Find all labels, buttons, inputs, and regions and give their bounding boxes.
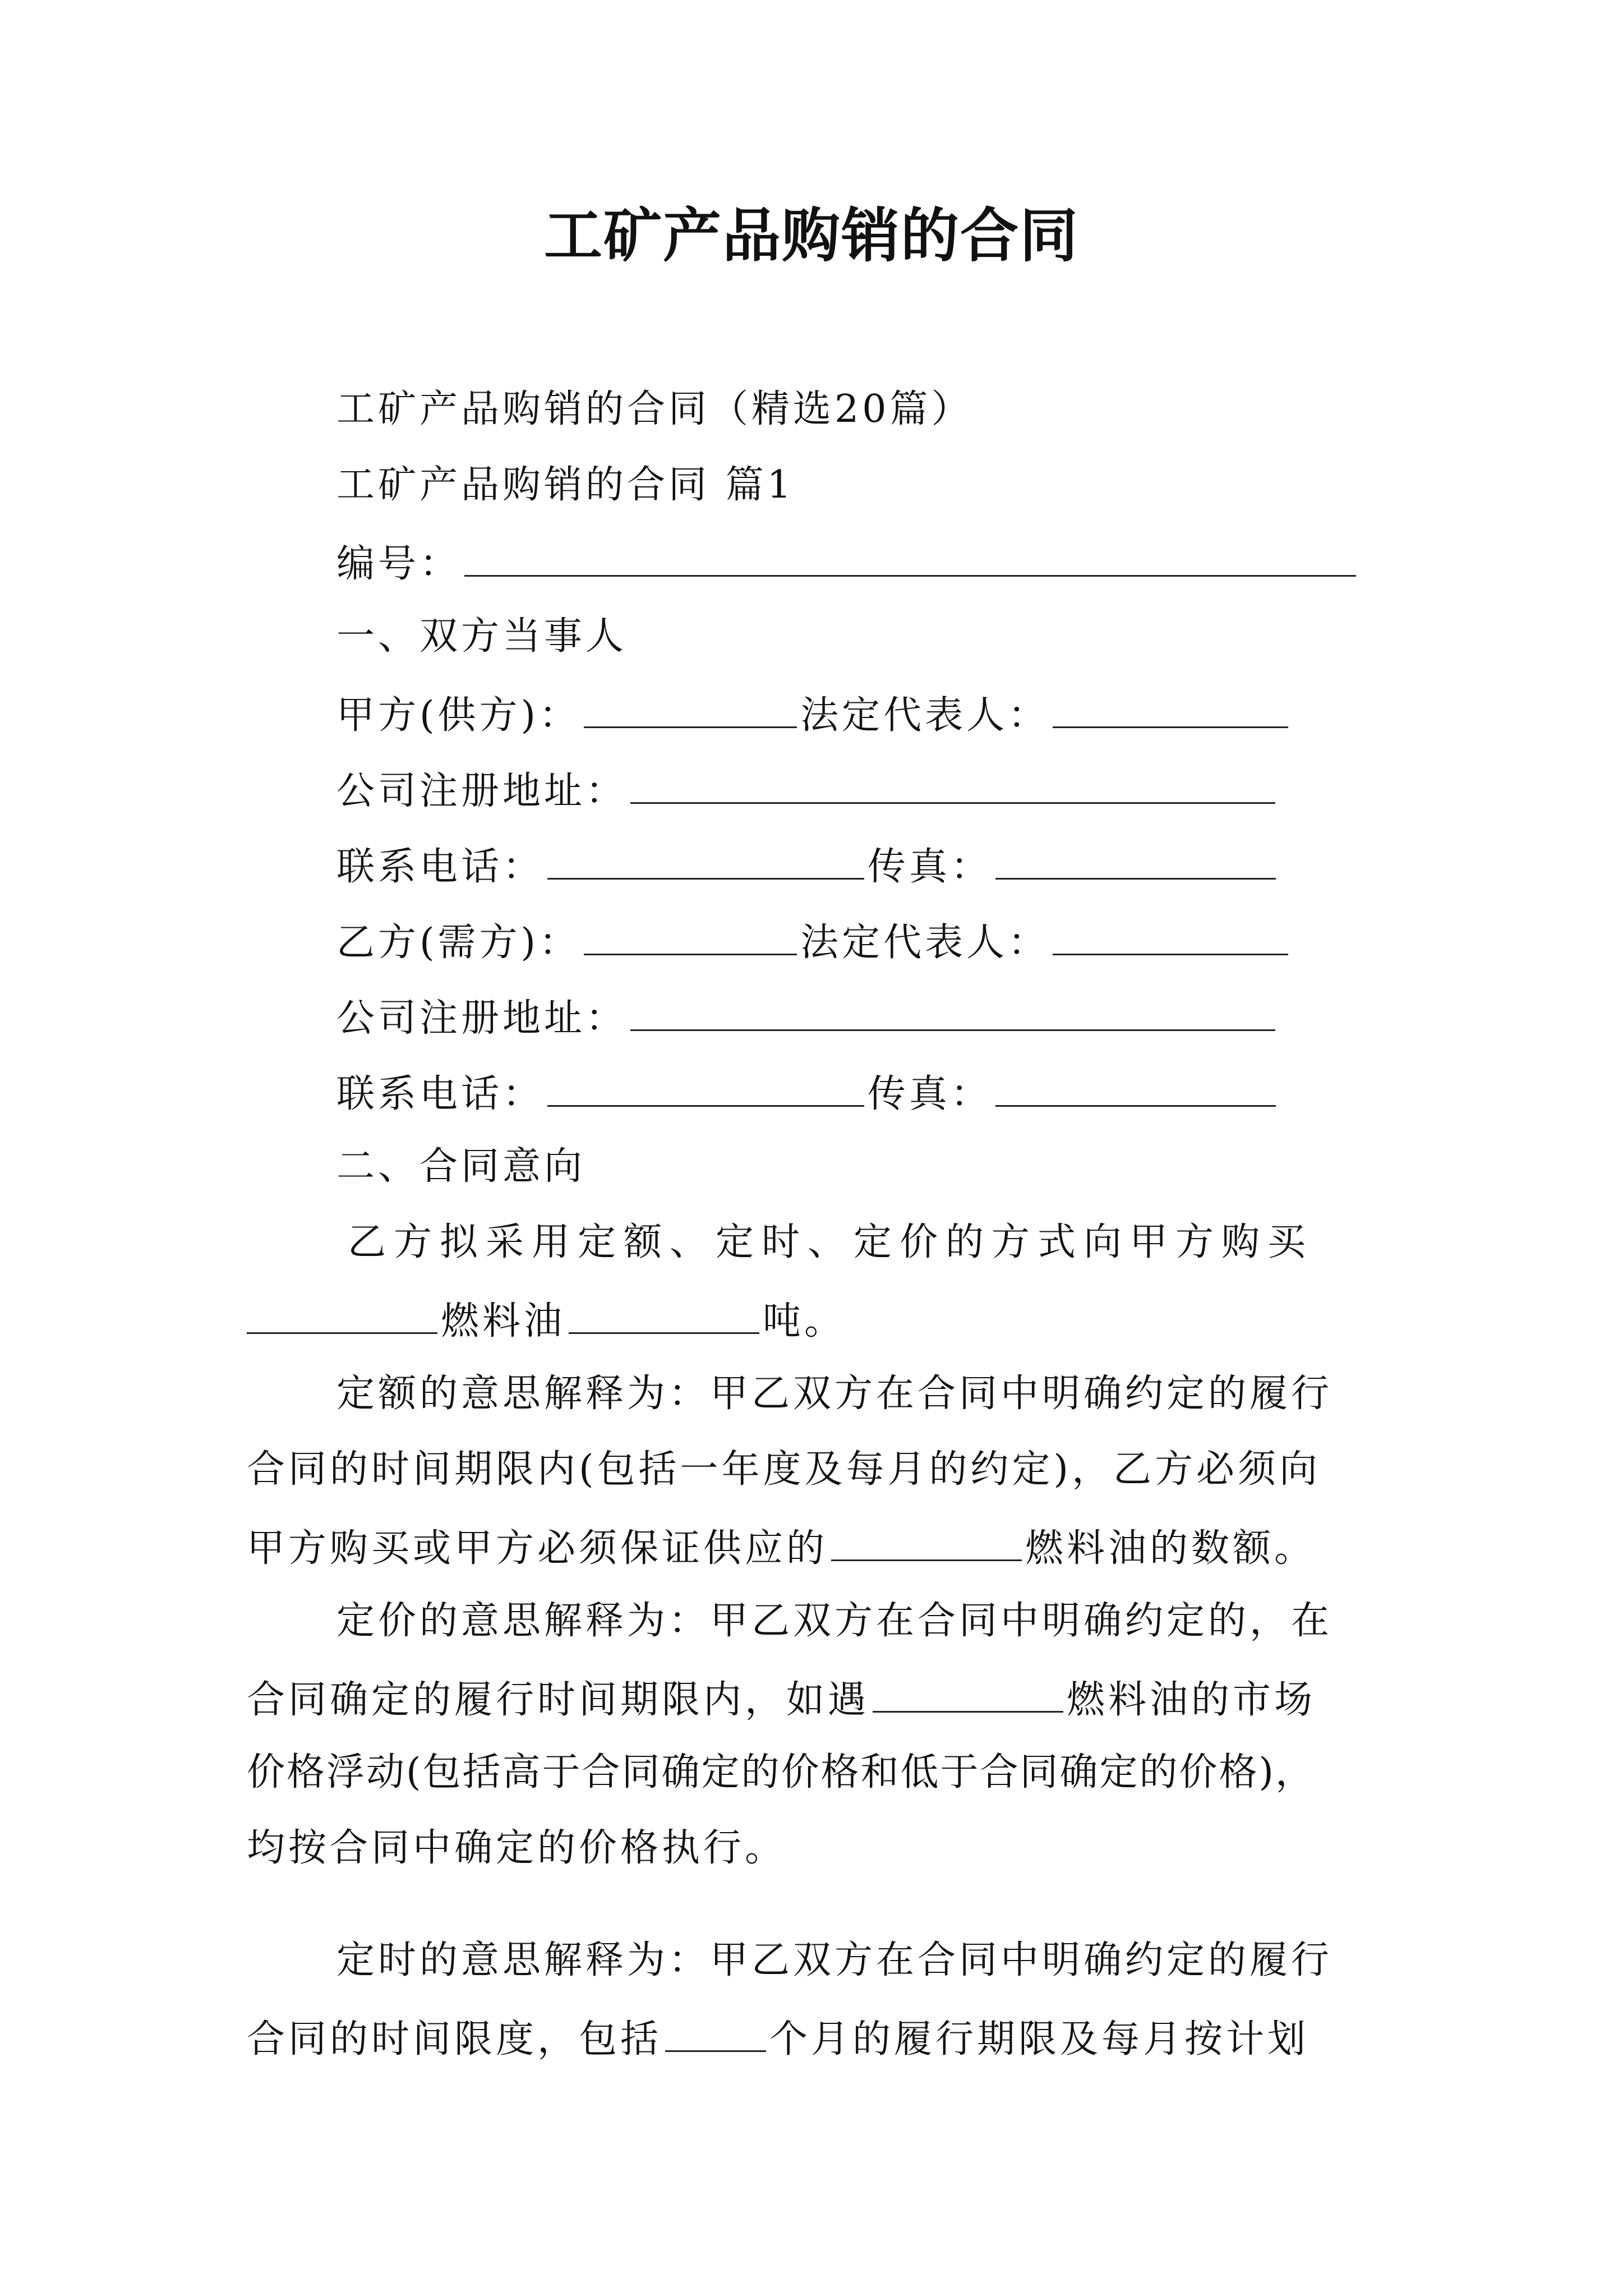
number-row xyxy=(336,536,1359,590)
intent-ton: 吨。 xyxy=(763,1299,846,1343)
party-a-address-row xyxy=(336,763,1279,817)
quota-line3 xyxy=(247,1520,1316,1574)
party-b-phone-blank xyxy=(547,1066,864,1107)
party-a-rep-label: 法定代表人： xyxy=(800,693,1050,738)
party-b-rep-label: 法定代表人： xyxy=(800,921,1050,965)
party-b-contact-row xyxy=(336,1066,1279,1120)
number-blank xyxy=(464,536,1356,577)
party-b-address-blank xyxy=(630,990,1275,1031)
party-a-label: 甲方(供方)： xyxy=(336,693,581,738)
intent-line1: 乙方拟采用定额、定时、定价的方式向甲方购买 xyxy=(348,1220,1314,1264)
party-a-address-label: 公司注册地址： xyxy=(336,769,628,813)
intent-blank2 xyxy=(569,1293,759,1334)
party-b-fax-label: 传真： xyxy=(868,1072,993,1116)
party-a-row xyxy=(336,687,1292,741)
quota-line3-a: 甲方购买或甲方必须保证供应的 xyxy=(247,1526,828,1571)
party-b-label: 乙方(需方)： xyxy=(336,921,581,965)
party-a-rep-blank xyxy=(1053,687,1288,728)
part2-heading: 二、合同意向 xyxy=(336,1144,586,1189)
pricing-line2-a: 合同确定的履行时间期限内，如遇 xyxy=(247,1678,870,1722)
timing-line2 xyxy=(247,2011,1309,2065)
party-a-fax-label: 传真： xyxy=(868,845,993,889)
intent-fuel: 燃料油 xyxy=(441,1299,566,1343)
timing-line2-b: 个月的履行期限及每月按计划 xyxy=(769,2017,1310,2062)
party-a-blank xyxy=(584,687,797,728)
number-label: 编号： xyxy=(336,542,462,586)
pricing-line2 xyxy=(247,1672,1316,1726)
party-b-address-row xyxy=(336,990,1279,1044)
quota-blank xyxy=(831,1520,1022,1561)
party-a-contact-row xyxy=(336,839,1279,892)
timing-line1: 定时的意思解释为：甲乙双方在合同中明确约定的履行 xyxy=(336,1938,1333,1982)
pricing-blank xyxy=(873,1672,1063,1713)
timing-line2-a: 合同的时间限度，包括 xyxy=(247,2017,662,2062)
party-b-row xyxy=(336,914,1292,968)
party-a-phone-blank xyxy=(547,839,864,880)
party-a-phone-label: 联系电话： xyxy=(336,845,545,889)
pricing-line1: 定价的意思解释为：甲乙双方在合同中明确约定的，在 xyxy=(336,1599,1333,1643)
party-b-rep-blank xyxy=(1053,914,1288,955)
section-heading: 工矿产品购销的合同 篇1 xyxy=(336,463,795,507)
quota-line1: 定额的意思解释为：甲乙双方在合同中明确约定的履行 xyxy=(336,1372,1333,1416)
party-b-phone-label: 联系电话： xyxy=(336,1072,545,1116)
intent-blank1 xyxy=(247,1293,437,1334)
intent-line2 xyxy=(247,1293,846,1347)
party-a-address-blank xyxy=(630,763,1275,804)
pricing-line2-b: 燃料油的市场 xyxy=(1067,1678,1316,1722)
quota-line2: 合同的时间期限内(包括一年度及每月的约定)，乙方必须向 xyxy=(247,1447,1321,1492)
party-b-fax-blank xyxy=(995,1066,1276,1107)
party-b-blank xyxy=(584,914,797,955)
pricing-line3: 价格浮动(包括高于合同确定的价格和低于合同确定的价格)， xyxy=(247,1750,1316,1795)
party-b-address-label: 公司注册地址： xyxy=(336,996,628,1041)
party-a-fax-blank xyxy=(995,839,1276,880)
document-title: 工矿产品购销的合同 xyxy=(543,201,1079,270)
timing-blank xyxy=(665,2011,766,2052)
quota-line3-b: 燃料油的数额。 xyxy=(1025,1526,1316,1571)
document-subtitle: 工矿产品购销的合同（精选20篇） xyxy=(336,387,973,431)
pricing-line4: 均按合同中确定的价格执行。 xyxy=(247,1826,787,1870)
part1-heading: 一、双方当事人 xyxy=(336,614,628,659)
